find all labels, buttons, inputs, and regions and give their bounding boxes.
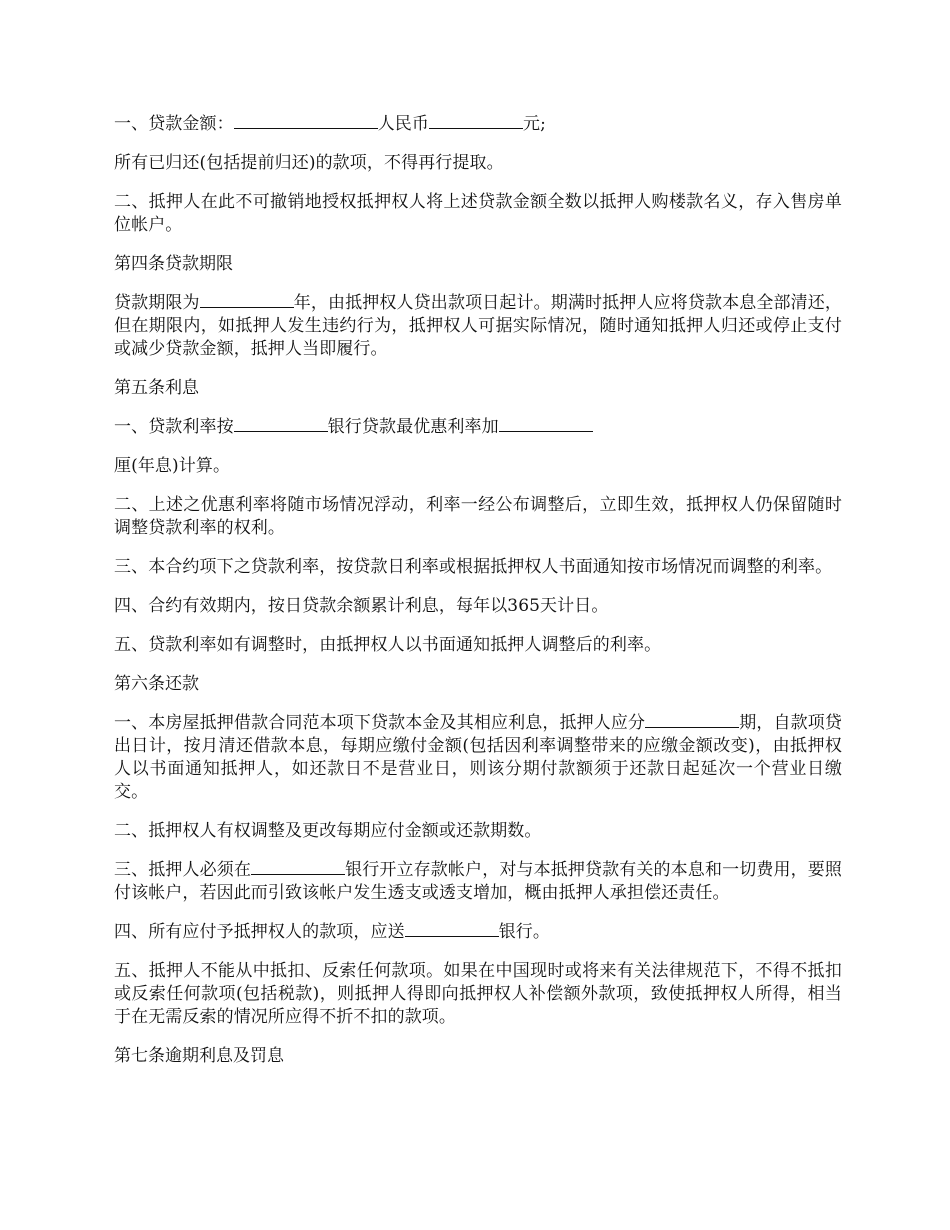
payment-delivery-label: 四、所有应付予抵押权人的款项，应送	[114, 922, 405, 942]
loan-term-blank	[200, 292, 294, 308]
rate-addition-blank	[499, 416, 593, 432]
interest-calc-paragraph: 厘(年息)计算。	[114, 456, 231, 476]
rate-notice-paragraph: 五、贷款利率如有调整时，由抵押权人以书面通知抵押人调整后的利率。	[114, 635, 662, 655]
installment-label: 一、本房屋抵押借款合同范本项下贷款本金及其相应利息，抵押人应分	[114, 713, 646, 733]
floating-rate-paragraph: 二、上述之优惠利率将随市场情况浮动，利率一经公布调整后，立即生效，抵押权人仍保留随时调整贷款利率的权利。	[114, 495, 842, 538]
payment-delivery-paragraph	[114, 921, 842, 944]
authorization-paragraph: 二、抵押人在此不可撤销地授权抵押权人将上述贷款金额全数以抵押人购楼款名义，存入售房单位帐户。	[114, 192, 842, 235]
article-4-heading: 第四条贷款期限	[114, 254, 233, 274]
deposit-account-label: 三、抵押人必须在	[114, 860, 252, 880]
daily-interest-paragraph: 四、合约有效期内，按日贷款余额累计利息，每年以365天计日。	[114, 596, 609, 616]
currency-label: 人民币	[377, 114, 430, 134]
payment-delivery-text: 银行。	[498, 922, 551, 942]
loan-term-label: 贷款期限为	[114, 293, 200, 313]
loan-amount-blank	[234, 113, 378, 129]
repaid-funds-paragraph: 所有已归还(包括提前归还)的款项，不得再行提取。	[114, 153, 504, 173]
article-5-heading: 第五条利息	[114, 378, 199, 398]
no-deduction-paragraph: 五、抵押人不能从中抵扣、反索任何款项。如果在中国现时或将来有关法律规范下，不得不抵扣或反索任何款项(包括税款)，则抵押人得即向抵押权人补偿额外款项，致使抵押权人所得，相当于在无需反索的情况所应得不折不扣的款项。	[114, 961, 842, 1027]
deposit-account-paragraph	[114, 859, 842, 905]
deposit-bank-blank	[251, 859, 345, 875]
bank-name-blank	[234, 416, 328, 432]
loan-amount-paragraph	[114, 113, 842, 136]
interest-rate-label: 一、贷款利率按	[114, 417, 234, 437]
loan-term-paragraph	[114, 292, 842, 361]
installment-paragraph	[114, 712, 842, 804]
interest-rate-text: 银行贷款最优惠利率加	[327, 417, 499, 437]
loan-amount-label: 一、贷款金额：	[114, 114, 234, 134]
article-7-heading: 第七条逾期利息及罚息	[114, 1046, 284, 1066]
adjust-payment-paragraph: 二、抵押权人有权调整及更改每期应付金额或还款期数。	[114, 821, 542, 841]
deposit-account-text: 银行开立存款帐户，对与本抵押贷款有关的本息和一切费用，要照付该帐户，若因此而引致该帐户发生透支或透支增加，概由抵押人承担偿还责任。	[114, 860, 842, 903]
yuan-label: 元;	[523, 114, 546, 134]
rmb-amount-blank	[429, 113, 523, 129]
contract-rate-paragraph: 三、本合约项下之贷款利率，按贷款日利率或根据抵押权人书面通知按市场情况而调整的利率。	[114, 557, 833, 577]
installment-count-blank	[645, 712, 739, 728]
payment-bank-blank	[405, 921, 499, 937]
document-body	[114, 113, 842, 1084]
article-6-heading: 第六条还款	[114, 674, 199, 694]
interest-rate-paragraph	[114, 416, 842, 439]
installment-text: 期，自款项贷出日计，按月清还借款本息，每期应缴付金额(包括因利率调整带来的应缴金额改变)，由抵押权人以书面通知抵押人，如还款日不是营业日，则该分期付款额须于还款日起延次一个营业日缴交。	[114, 713, 842, 802]
loan-term-text: 年，由抵押权人贷出款项日起计。期满时抵押人应将贷款本息全部清还，但在期限内，如抵押人发生违约行为，抵押权人可据实际情况，随时通知抵押人归还或停止支付或减少贷款金额，抵押人当即履行。	[114, 293, 843, 359]
